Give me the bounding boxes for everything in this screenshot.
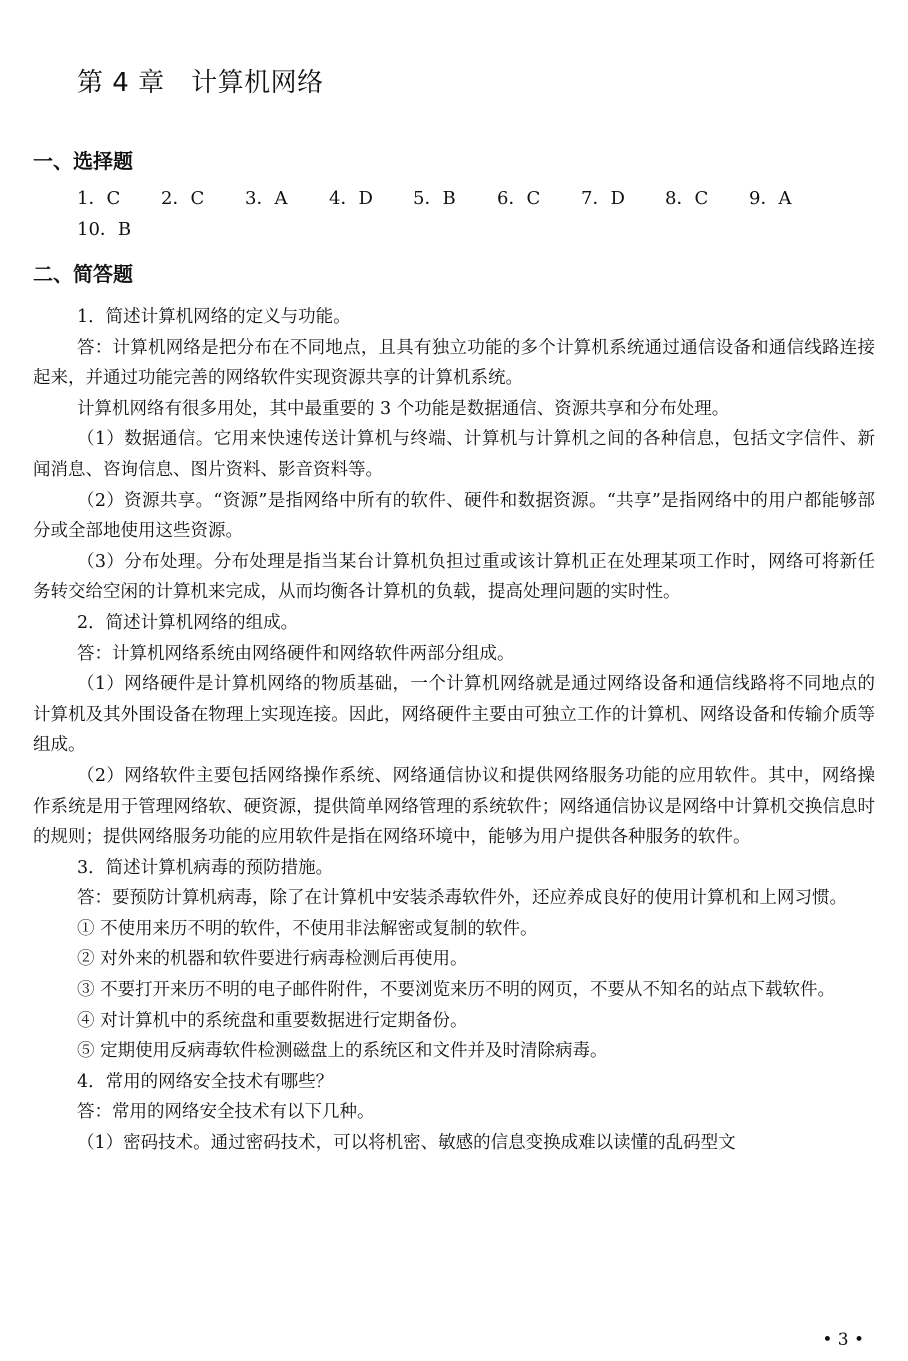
answer-paragraph: 答：计算机网络是把分布在不同地点，且具有独立功能的多个计算机系统通过通信设备和通信线路连接起来，并通过功能完善的网络软件实现资源共享的计算机系统。 [33, 337, 875, 389]
list-item: ⑤ 定期使用反病毒软件检测磁盘上的系统区和文件并及时清除病毒。 [77, 1041, 608, 1062]
answer-item: 7．D [581, 188, 625, 209]
body-paragraph: （1）网络硬件是计算机网络的物质基础，一个计算机网络就是通过网络设备和通信线路将不同地点的计算机及其外围设备在物理上实现连接。因此，网络硬件主要由可独立工作的计算机、网络设备和传输介质等组成。 [33, 674, 875, 756]
answer-paragraph: 答：计算机网络系统由网络硬件和网络软件两部分组成。 [77, 643, 515, 664]
body-paragraph: （1）密码技术。通过密码技术，可以将机密、敏感的信息变换成难以读懂的乱码型文 [77, 1133, 736, 1154]
answer-item: 9．A [749, 188, 792, 209]
body-paragraph: （1）数据通信。它用来快速传送计算机与终端、计算机与计算机之间的各种信息，包括文字信件、新闻消息、咨询信息、图片资料、影音资料等。 [33, 429, 875, 480]
list-item: ③ 不要打开来历不明的电子邮件附件，不要浏览来历不明的网页，不要从不知名的站点下载软件。 [77, 980, 836, 1001]
answer-item: 1．C [77, 188, 121, 209]
list-item: ② 对外来的机器和软件要进行病毒检测后再使用。 [77, 949, 468, 970]
chapter-title: 第 4 章 计算机网络 [77, 68, 324, 98]
answer-paragraph: 答：常用的网络安全技术有以下几种。 [77, 1102, 375, 1123]
answer-item: 10．B [77, 219, 132, 240]
answer-item: 2．C [161, 188, 205, 209]
section-heading-choice: 一、选择题 [33, 149, 133, 173]
short-answer-body [33, 302, 875, 1159]
list-item: ④ 对计算机中的系统盘和重要数据进行定期备份。 [77, 1010, 468, 1031]
body-paragraph: （3）分布处理。分布处理是指当某台计算机负担过重或该计算机正在处理某项工作时，网络可将新任务转交给空闲的计算机来完成，从而均衡各计算机的负载，提高处理问题的实时性。 [33, 551, 875, 603]
question-paragraph: 1．简述计算机网络的定义与功能。 [77, 307, 351, 327]
body-paragraph: 计算机网络有很多用处，其中最重要的 3 个功能是数据通信、资源共享和分布处理。 [77, 398, 730, 419]
answer-item: 8．C [665, 188, 709, 209]
body-paragraph: （2）资源共享。“资源”是指网络中所有的软件、硬件和数据资源。“共享”是指网络中的用户都能够部分或全部地使用这些资源。 [33, 490, 875, 542]
answer-item: 5．B [413, 188, 456, 209]
answer-item: 6．C [497, 188, 541, 209]
body-paragraph: （2）网络软件主要包括网络操作系统、网络通信协议和提供网络服务功能的应用软件。其中，网络操作系统是用于管理网络软、硬资源，提供简单网络管理的系统软件；网络通信协议是网络中计算机交换信息时的规则；提供网络服务功能的应用软件是指在网络环境中，能够为用户提供各种服务的软件。 [33, 765, 875, 848]
question-paragraph: 3．简述计算机病毒的预防措施。 [77, 857, 334, 878]
answer-row-1 [77, 184, 877, 214]
question-paragraph: 2．简述计算机网络的组成。 [77, 612, 299, 633]
list-item: ① 不使用来历不明的软件，不使用非法解密或复制的软件。 [77, 918, 538, 939]
answer-row-2 [77, 215, 877, 245]
page-number: • 3 • [822, 1330, 864, 1350]
question-paragraph: 4．常用的网络安全技术有哪些？ [77, 1071, 334, 1092]
answer-paragraph: 答：要预防计算机病毒，除了在计算机中安装杀毒软件外，还应养成良好的使用计算机和上网习惯。 [77, 888, 847, 909]
section-heading-short-answer: 二、简答题 [33, 262, 133, 286]
answer-item: 3．A [245, 188, 288, 209]
answer-item: 4．D [329, 188, 373, 209]
